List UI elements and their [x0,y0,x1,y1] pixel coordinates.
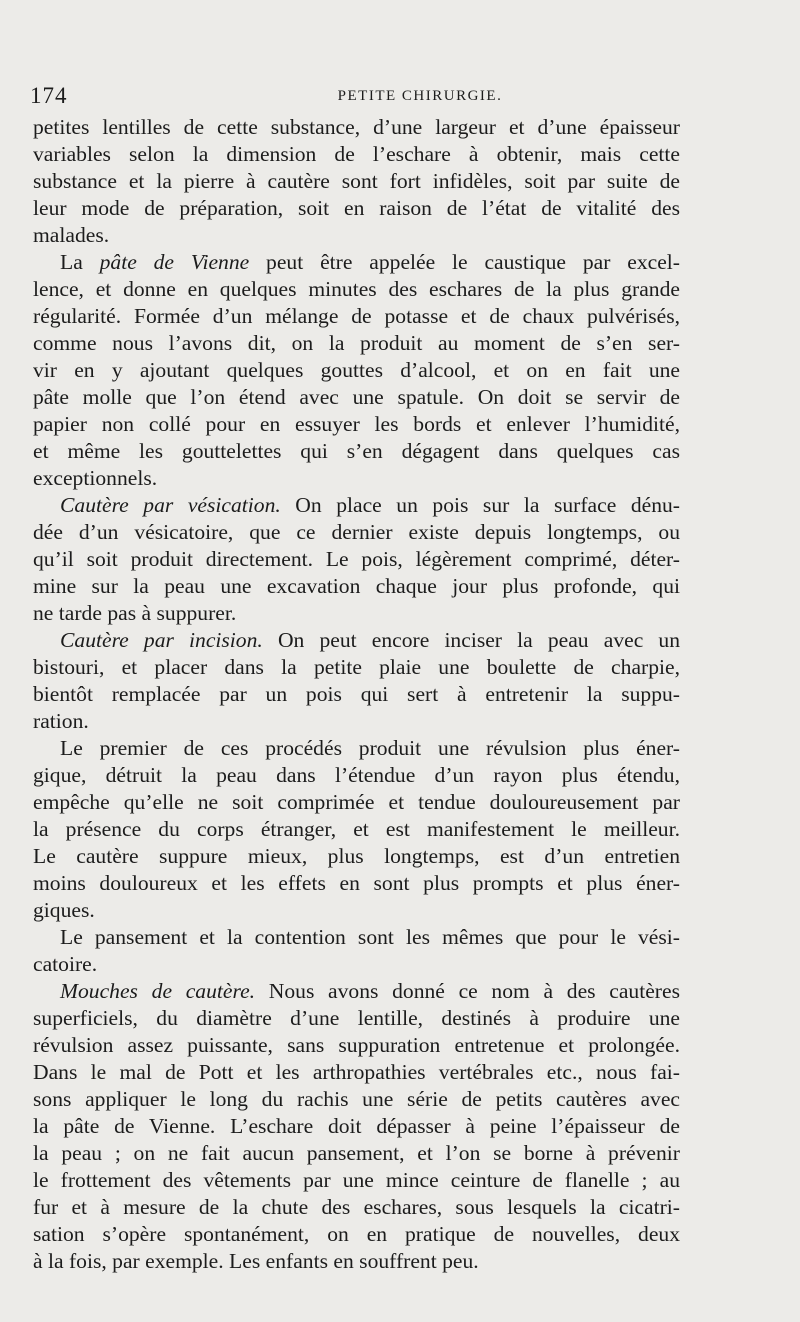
text-line: substance et la pierre à cautère sont fort infidèles, soit par suite de [33,169,680,193]
text-line: la présence du corps étranger, et est manifestement le meilleur. [33,817,680,841]
text-line: empêche qu’elle ne soit comprimée et tendue douloureusement par [33,790,680,814]
text-line: et même les gouttelettes qui s’en dégagent dans quelques cas [33,439,680,463]
text-line: pâte molle que l’on étend avec une spatule. On doit se servir de [33,385,680,409]
text-line: malades. [33,223,110,247]
text-line: Dans le mal de Pott et les arthropathies vertébrales etc., nous fai- [33,1060,680,1084]
text-line: Mouches de cautère. Nous avons donné ce nom à des cautères [60,979,680,1003]
text-line: catoire. [33,952,98,976]
text-line: mine sur la peau une excavation chaque jour plus profonde, qui [33,574,680,598]
text-line: variables selon la dimension de l’eschare à obtenir, mais cette [33,142,680,166]
text-line: la peau ; on ne fait aucun pansement, et l’on se borne à prévenir [33,1141,680,1165]
text-line: gique, détruit la peau dans l’étendue d’un rayon plus étendu, [33,763,680,787]
text-line: vir en y ajoutant quelques gouttes d’alcool, et on en fait une [33,358,680,382]
text-line: papier non collé pour en essuyer les bords et enlever l’humidité, [33,412,680,436]
text-line: Le premier de ces procédés produit une révulsion plus éner- [60,736,680,760]
body-text [33,114,680,1275]
text-line: Cautère par vésication. On place un pois sur la surface dénu- [60,493,680,517]
text-line: régularité. Formée d’un mélange de potasse et de chaux pulvérisés, [33,304,680,328]
text-line: giques. [33,898,95,922]
text-line: comme nous l’avons dit, on la produit au moment de s’en ser- [33,331,680,355]
text-line: dée d’un vésicatoire, que ce dernier existe depuis longtemps, ou [33,520,680,544]
text-line: sation s’opère spontanément, on en pratique de nouvelles, deux [33,1222,680,1246]
text-line: exceptionnels. [33,466,158,490]
text-line: qu’il soit produit directement. Le pois, légèrement comprimé, déter- [33,547,680,571]
text-line: bientôt remplacée par un pois qui sert à entretenir la suppu- [33,682,680,706]
text-line: fur et à mesure de la chute des eschares, sous lesquels la cicatri- [33,1195,680,1219]
text-line: lence, et donne en quelques minutes des eschares de la plus grande [33,277,680,301]
text-line: révulsion assez puissante, sans suppuration entretenue et prolongée. [33,1033,680,1057]
text-line: Le pansement et la contention sont les mêmes que pour le vési- [60,925,680,949]
text-line: La pâte de Vienne peut être appelée le caustique par excel- [60,250,680,274]
text-line: moins douloureux et les effets en sont plus prompts et plus éner- [33,871,680,895]
text-line: ration. [33,709,89,733]
text-line: le frottement des vêtements par une mince ceinture de flanelle ; au [33,1168,680,1192]
text-line: ne tarde pas à suppurer. [33,601,237,625]
text-line: Cautère par incision. On peut encore inciser la peau avec un [60,628,681,652]
text-line: Le cautère suppure mieux, plus longtemps, est d’un entretien [33,844,680,868]
text-line: la pâte de Vienne. L’eschare doit dépasser à peine l’épaisseur de [33,1114,680,1138]
text-line: leur mode de préparation, soit en raison de l’état de vitalité des [33,196,680,220]
text-line: petites lentilles de cette substance, d’une largeur et d’une épaisseur [33,115,680,139]
text-line: bistouri, et placer dans la petite plaie une boulette de charpie, [33,655,680,679]
running-title: PETITE CHIRURGIE. [337,88,503,104]
text-line: sons appliquer le long du rachis une série de petits cautères avec [33,1087,680,1111]
text-line: à la fois, par exemple. Les enfants en souffrent peu. [33,1249,479,1273]
text-line: superficiels, du diamètre d’une lentille, destinés à produire une [33,1006,680,1030]
page-number: 174 [30,83,68,108]
